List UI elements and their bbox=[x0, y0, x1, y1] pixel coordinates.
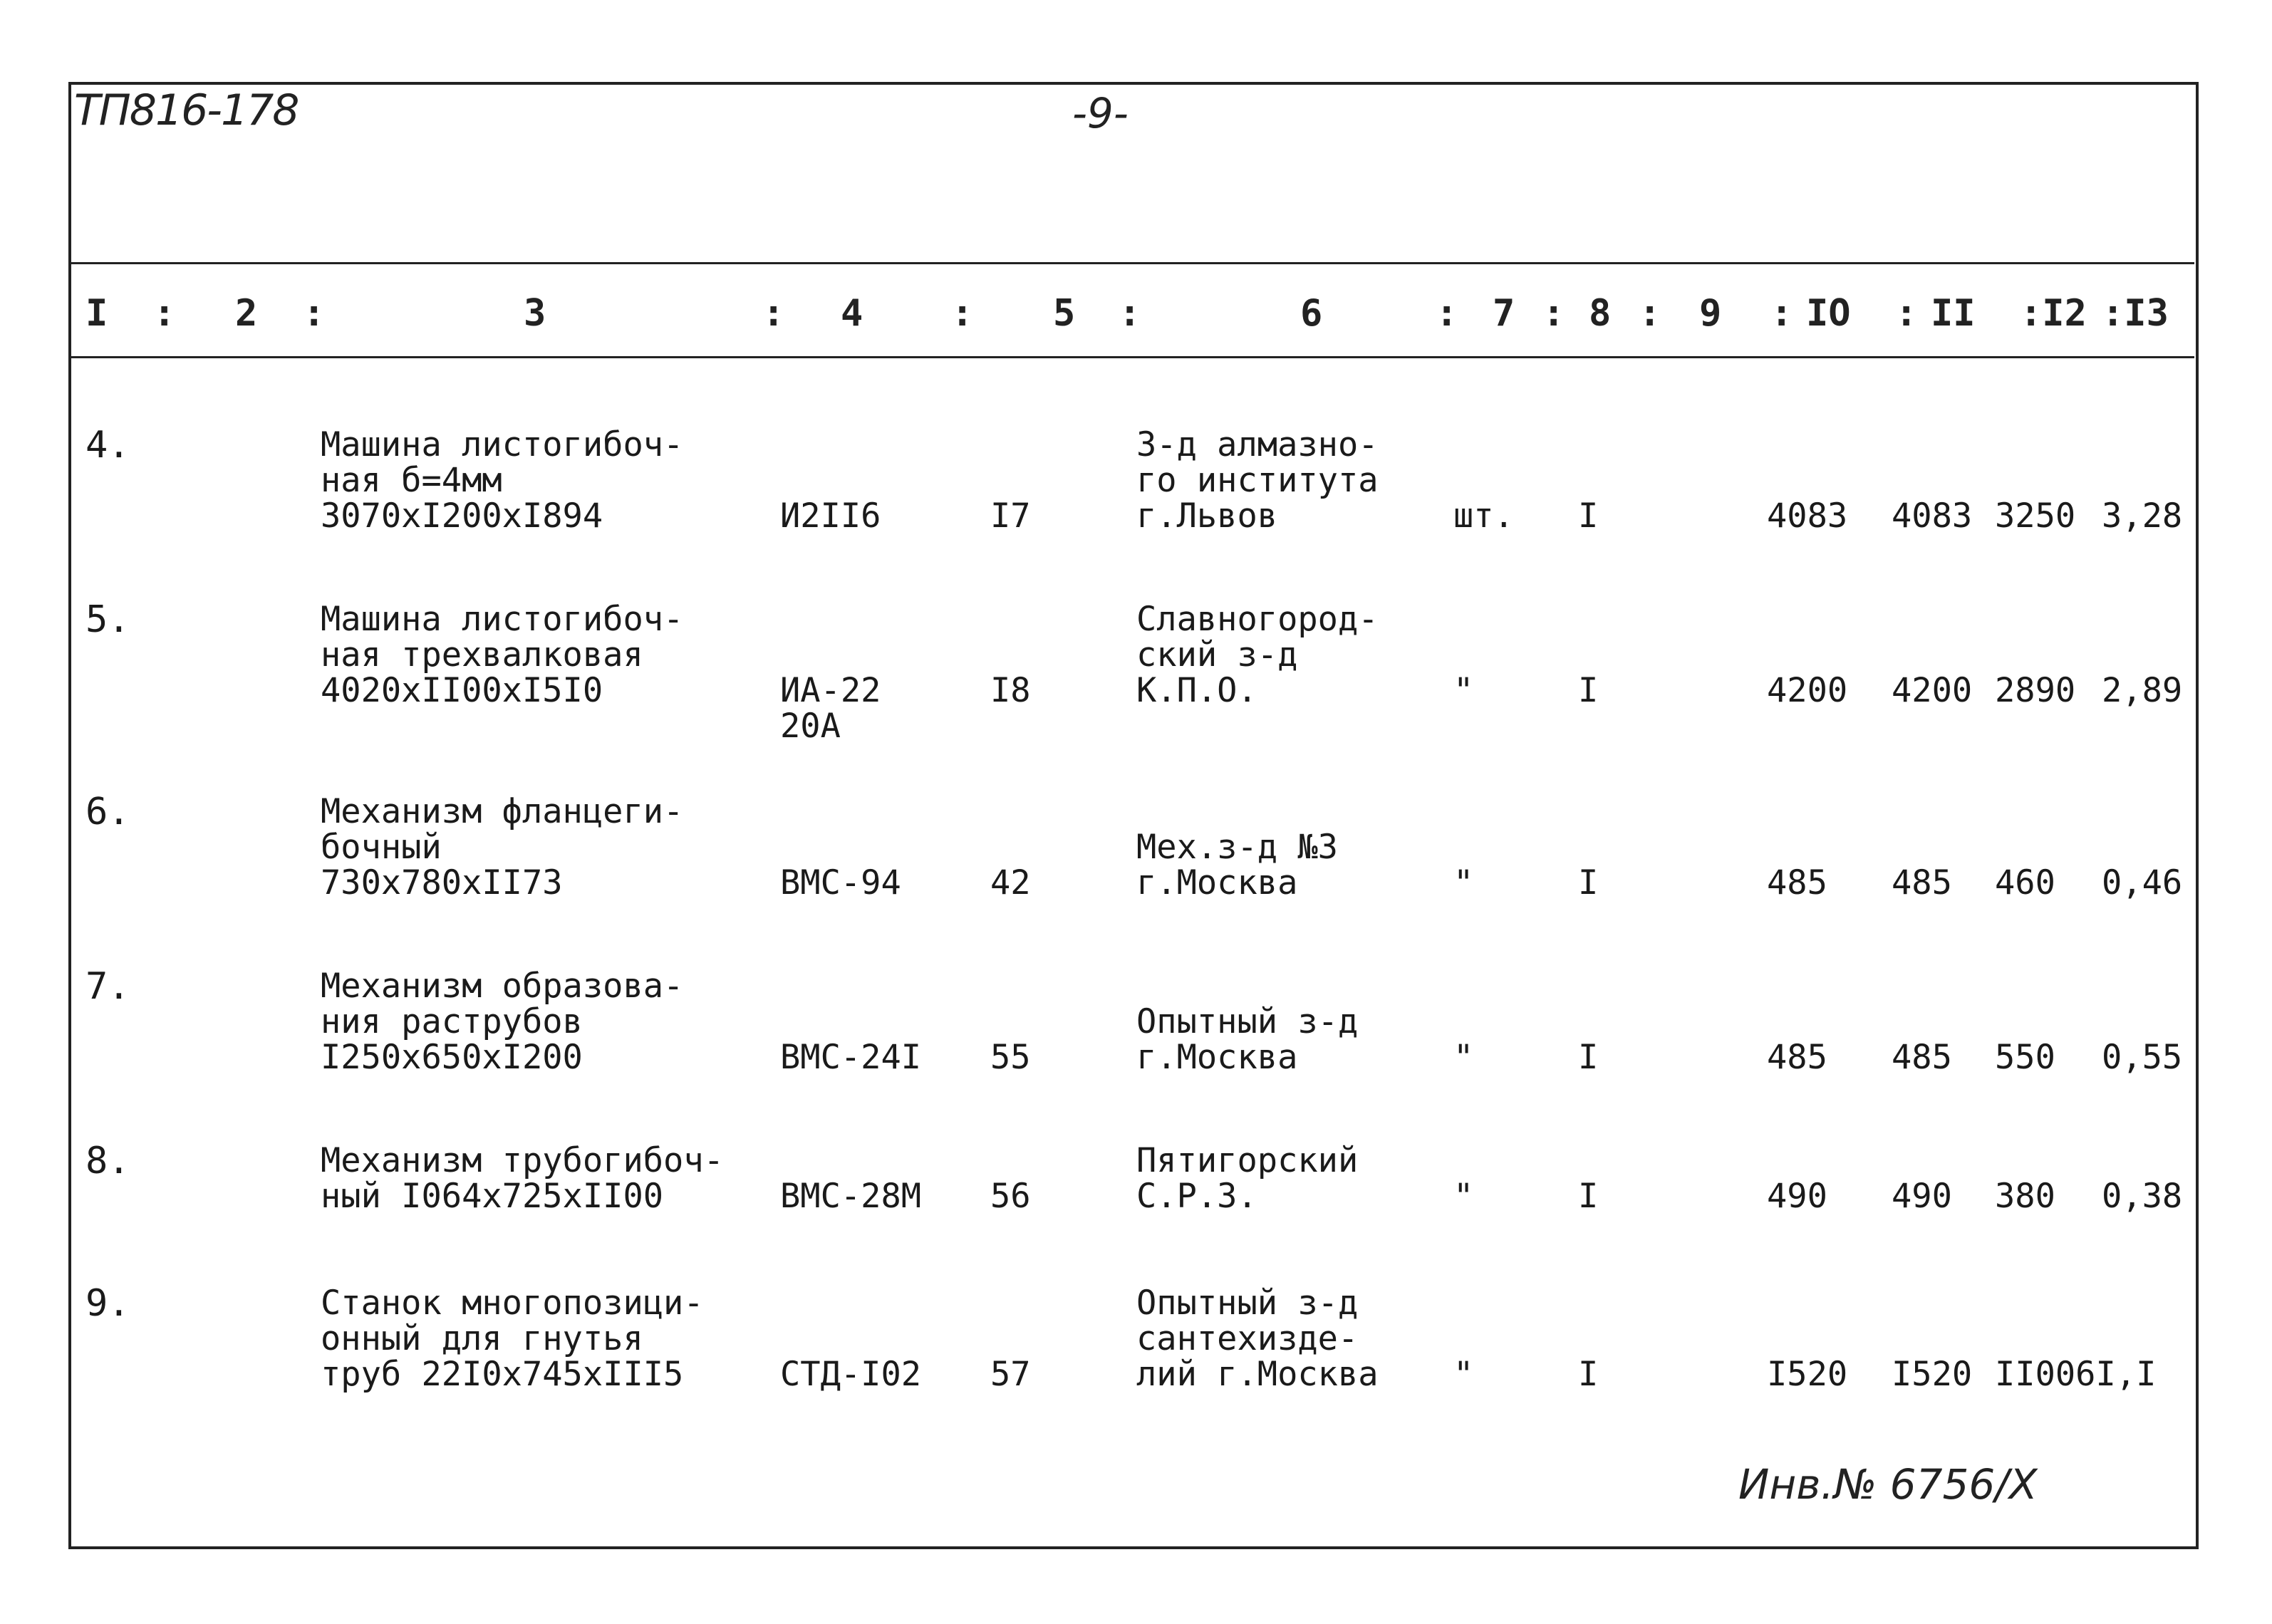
column-header: IO bbox=[1806, 292, 1851, 335]
value-col10: 490 bbox=[1767, 1177, 1827, 1216]
row-number: 9. bbox=[85, 1282, 130, 1325]
quantity: I bbox=[1578, 1177, 1599, 1216]
column-separator: : bbox=[303, 292, 326, 335]
column-separator: : bbox=[1436, 292, 1458, 335]
column-header: 3 bbox=[524, 292, 546, 335]
column-separator: : bbox=[951, 292, 974, 335]
position-number: I7 bbox=[990, 496, 1031, 536]
row-number: 7. bbox=[85, 965, 130, 1008]
equipment-name: Станок многопозици- онный для гнутья труб 22I0x745xIII5 bbox=[321, 1284, 704, 1394]
value-col13: 2,89 bbox=[2102, 671, 2183, 710]
column-header: 8 bbox=[1589, 292, 1612, 335]
equipment-name: Машина листогибоч- ная б=4мм 3070xI200xI894 bbox=[321, 425, 684, 536]
value-col10: I520 bbox=[1767, 1355, 1848, 1394]
column-header: 9 bbox=[1699, 292, 1722, 335]
column-separator: : bbox=[1895, 292, 1918, 335]
unit: " bbox=[1453, 1355, 1474, 1394]
manufacturer: Мех.з-д №3 г.Москва bbox=[1136, 828, 1338, 902]
quantity: I bbox=[1578, 671, 1599, 710]
unit: " bbox=[1453, 1177, 1474, 1216]
equipment-type: ВМС-24I bbox=[780, 1038, 922, 1077]
equipment-type: ВМС-28М bbox=[780, 1177, 922, 1216]
column-header: II bbox=[1931, 292, 1976, 335]
equipment-name: Машина листогибоч- ная трехвалковая 4020xII00xI5I0 bbox=[321, 600, 684, 710]
manufacturer: Опытный з-д сантехизде- лий г.Москва bbox=[1136, 1284, 1379, 1394]
value-col11: 4200 bbox=[1892, 671, 1973, 710]
equipment-name: Механизм трубогибоч- ный I064x725xII00 bbox=[321, 1141, 724, 1216]
value-col12: 550 bbox=[1995, 1038, 2055, 1077]
value-col13: 0,55 bbox=[2102, 1038, 2183, 1077]
column-header: 5 bbox=[1053, 292, 1076, 335]
row-number: 5. bbox=[85, 598, 130, 641]
value-col11: 485 bbox=[1892, 863, 1952, 902]
value-col13: 0,38 bbox=[2102, 1177, 2183, 1216]
column-header: 6 bbox=[1300, 292, 1323, 335]
value-col12: 380 bbox=[1995, 1177, 2055, 1216]
unit: шт. bbox=[1453, 496, 1514, 536]
column-separator: : bbox=[1542, 292, 1565, 335]
row-number: 6. bbox=[85, 791, 130, 833]
value-col13: 0,46 bbox=[2102, 863, 2183, 902]
unit: " bbox=[1453, 1038, 1474, 1077]
quantity: I bbox=[1578, 1038, 1599, 1077]
row-number: 8. bbox=[85, 1140, 130, 1182]
equipment-name: Механизм образова- ния раструбов I250x650xI200 bbox=[321, 967, 684, 1077]
unit: " bbox=[1453, 863, 1474, 902]
position-number: 55 bbox=[990, 1038, 1031, 1077]
position-number: 57 bbox=[990, 1355, 1031, 1394]
quantity: I bbox=[1578, 1355, 1599, 1394]
value-col12: 3250 bbox=[1995, 496, 2076, 536]
quantity: I bbox=[1578, 496, 1599, 536]
column-header: :I2 bbox=[2020, 292, 2087, 335]
manufacturer: Пятигорский С.Р.З. bbox=[1136, 1141, 1359, 1216]
inventory-number: Инв.№ 6756/Х bbox=[1738, 1460, 2038, 1509]
document-code: ТП816-178 bbox=[74, 85, 299, 135]
position-number: 42 bbox=[990, 863, 1031, 902]
column-separator: : bbox=[153, 292, 176, 335]
page-number: -9- bbox=[1072, 89, 1129, 137]
value-col12: II006I,I bbox=[1995, 1355, 2157, 1394]
equipment-name: Механизм фланцеги- бочный 730x780xII73 bbox=[321, 792, 684, 902]
value-col10: 4083 bbox=[1767, 496, 1848, 536]
header-top-rule bbox=[71, 262, 2194, 264]
value-col12: 2890 bbox=[1995, 671, 2076, 710]
value-col12: 460 bbox=[1995, 863, 2055, 902]
unit: " bbox=[1453, 671, 1474, 710]
position-number: I8 bbox=[990, 671, 1031, 710]
value-col10: 485 bbox=[1767, 863, 1827, 902]
manufacturer: Опытный з-д г.Москва bbox=[1136, 1002, 1359, 1077]
column-separator: : bbox=[1770, 292, 1793, 335]
column-separator: : bbox=[762, 292, 785, 335]
equipment-type: ВМС-94 bbox=[780, 863, 901, 902]
value-col11: 490 bbox=[1892, 1177, 1952, 1216]
quantity: I bbox=[1578, 863, 1599, 902]
position-number: 56 bbox=[990, 1177, 1031, 1216]
column-header: :I3 bbox=[2102, 292, 2169, 335]
equipment-type: СТД-I02 bbox=[780, 1355, 922, 1394]
value-col10: 485 bbox=[1767, 1038, 1827, 1077]
column-header: 2 bbox=[235, 292, 258, 335]
column-header: I bbox=[85, 292, 108, 335]
value-col11: I520 bbox=[1892, 1355, 1973, 1394]
value-col13: 3,28 bbox=[2102, 496, 2183, 536]
column-header: 4 bbox=[841, 292, 863, 335]
value-col10: 4200 bbox=[1767, 671, 1848, 710]
column-separator: : bbox=[1119, 292, 1141, 335]
column-separator: : bbox=[1639, 292, 1661, 335]
value-col11: 4083 bbox=[1892, 496, 1973, 536]
row-number: 4. bbox=[85, 424, 130, 467]
equipment-type: И2II6 bbox=[780, 496, 881, 536]
header-bottom-rule bbox=[71, 356, 2194, 358]
equipment-type: ИА-22 20А bbox=[780, 671, 881, 746]
manufacturer: З-д алмазно- го института г.Львов bbox=[1136, 425, 1379, 536]
column-header: 7 bbox=[1493, 292, 1515, 335]
value-col11: 485 bbox=[1892, 1038, 1952, 1077]
manufacturer: Славногород- ский з-д К.П.О. bbox=[1136, 600, 1379, 710]
